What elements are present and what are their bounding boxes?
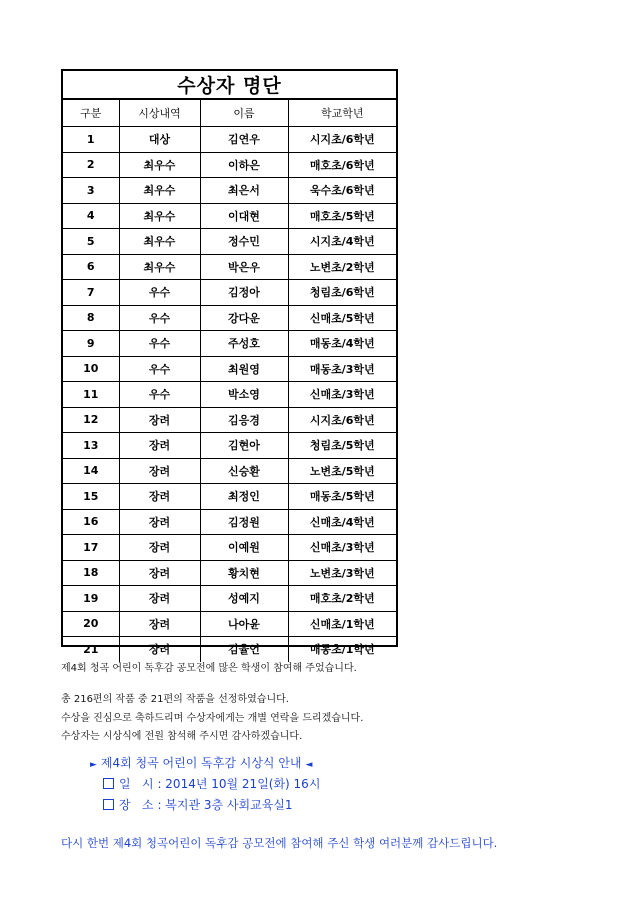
- table-row: [63, 229, 396, 255]
- cell-name: 나아윤: [200, 611, 288, 637]
- cell-name: 김현아: [200, 433, 288, 459]
- table-row: [63, 178, 396, 204]
- ceremony-place-text: 장 소 : 복지관 3층 사회교육실1: [119, 798, 293, 812]
- cell-number: 17: [63, 535, 119, 561]
- note-congrats: 수상을 진심으로 축하드리며 수상자에게는 개별 연락을 드리겠습니다.: [61, 713, 364, 724]
- cell-number: 14: [63, 458, 119, 484]
- table-row: [63, 407, 396, 433]
- cell-award: 장려: [119, 458, 200, 484]
- cell-award: 우수: [119, 382, 200, 408]
- cell-name: 정수민: [200, 229, 288, 255]
- cell-award: 장려: [119, 484, 200, 510]
- cell-number: 19: [63, 586, 119, 612]
- table-row: [63, 280, 396, 306]
- note-selection: 총 216편의 작품 중 21편의 작품을 선정하였습니다.: [61, 694, 289, 705]
- cell-name: 박은우: [200, 254, 288, 280]
- cell-award: 장려: [119, 586, 200, 612]
- cell-number: 20: [63, 611, 119, 637]
- cell-name: 성예지: [200, 586, 288, 612]
- cell-school-grade: 신매초/3학년: [288, 535, 396, 561]
- cell-school-grade: 청림초/6학년: [288, 280, 396, 306]
- table-row: [63, 509, 396, 535]
- cell-number: 9: [63, 331, 119, 357]
- table-row: [63, 586, 396, 612]
- header-award: 시상내역: [119, 100, 200, 127]
- table-row: [63, 535, 396, 561]
- note-participation: 제4회 청곡 어린이 독후감 공모전에 많은 학생이 참여해 주었습니다.: [61, 663, 357, 674]
- cell-award: 장려: [119, 407, 200, 433]
- table-row: [63, 382, 396, 408]
- cell-name: 이대현: [200, 203, 288, 229]
- ceremony-date: [103, 775, 320, 792]
- cell-award: 우수: [119, 356, 200, 382]
- cell-school-grade: 시지초/4학년: [288, 229, 396, 255]
- cell-name: 강다운: [200, 305, 288, 331]
- cell-school-grade: 매호초/2학년: [288, 586, 396, 612]
- table-row: [63, 433, 396, 459]
- checkbox-square-icon: [103, 778, 114, 789]
- cell-name: 이하은: [200, 152, 288, 178]
- ceremony-heading-text: 제4회 청곡 어린이 독후감 시상식 안내: [100, 756, 302, 770]
- cell-number: 8: [63, 305, 119, 331]
- table-row: [63, 331, 396, 357]
- closing-message: 다시 한번 제4회 청곡어린이 독후감 공모전에 참여해 주신 학생 여러분께 감사드립니다.: [61, 836, 498, 850]
- cell-award: 장려: [119, 560, 200, 586]
- cell-number: 15: [63, 484, 119, 510]
- cell-school-grade: 신매초/3학년: [288, 382, 396, 408]
- table-row: [63, 637, 396, 662]
- cell-school-grade: 신매초/1학년: [288, 611, 396, 637]
- checkbox-square-icon: [103, 799, 114, 810]
- cell-school-grade: 노변초/5학년: [288, 458, 396, 484]
- cell-school-grade: 노변초/3학년: [288, 560, 396, 586]
- cell-award: 최우수: [119, 178, 200, 204]
- table-row: [63, 152, 396, 178]
- cell-name: 황치현: [200, 560, 288, 586]
- cell-name: 김정아: [200, 280, 288, 306]
- cell-name: 김응경: [200, 407, 288, 433]
- cell-name: 신승환: [200, 458, 288, 484]
- cell-number: 3: [63, 178, 119, 204]
- cell-school-grade: 신매초/5학년: [288, 305, 396, 331]
- cell-award: 최우수: [119, 254, 200, 280]
- cell-award: 대상: [119, 127, 200, 153]
- cell-school-grade: 매동초/5학년: [288, 484, 396, 510]
- ceremony-heading: [86, 754, 316, 771]
- cell-name: 김정원: [200, 509, 288, 535]
- cell-name: 김연우: [200, 127, 288, 153]
- cell-school-grade: 청림초/5학년: [288, 433, 396, 459]
- cell-number: 18: [63, 560, 119, 586]
- cell-number: 7: [63, 280, 119, 306]
- cell-number: 11: [63, 382, 119, 408]
- header-name: 이름: [200, 100, 288, 127]
- cell-number: 12: [63, 407, 119, 433]
- cell-award: 우수: [119, 280, 200, 306]
- cell-award: 우수: [119, 331, 200, 357]
- ceremony-place: [103, 796, 293, 813]
- cell-award: 장려: [119, 611, 200, 637]
- cell-award: 장려: [119, 509, 200, 535]
- cell-name: 김율언: [200, 637, 288, 662]
- cell-school-grade: 매호초/5학년: [288, 203, 396, 229]
- winners-table-frame: [61, 69, 398, 657]
- cell-award: 우수: [119, 305, 200, 331]
- arrow-right-icon: ►: [90, 760, 97, 770]
- table-row: [63, 356, 396, 382]
- cell-award: 장려: [119, 535, 200, 561]
- cell-number: 1: [63, 127, 119, 153]
- cell-school-grade: 신매초/4학년: [288, 509, 396, 535]
- cell-school-grade: 매동초/1학년: [288, 637, 396, 662]
- table-body: [63, 127, 396, 662]
- cell-number: 4: [63, 203, 119, 229]
- cell-school-grade: 매호초/6학년: [288, 152, 396, 178]
- cell-award: 최우수: [119, 152, 200, 178]
- cell-name: 박소영: [200, 382, 288, 408]
- cell-award: 장려: [119, 433, 200, 459]
- cell-name: 이예원: [200, 535, 288, 561]
- table-header-row: [63, 100, 396, 127]
- cell-award: 최우수: [119, 229, 200, 255]
- cell-school-grade: 시지초/6학년: [288, 407, 396, 433]
- cell-number: 6: [63, 254, 119, 280]
- cell-school-grade: 노변초/2학년: [288, 254, 396, 280]
- cell-number: 13: [63, 433, 119, 459]
- cell-number: 16: [63, 509, 119, 535]
- winners-table: [63, 100, 396, 662]
- cell-award: 장려: [119, 637, 200, 662]
- table-row: [63, 254, 396, 280]
- cell-number: 10: [63, 356, 119, 382]
- cell-name: 최원영: [200, 356, 288, 382]
- table-row: [63, 305, 396, 331]
- cell-name: 최은서: [200, 178, 288, 204]
- header-school-grade: 학교학년: [288, 100, 396, 127]
- cell-school-grade: 매동초/3학년: [288, 356, 396, 382]
- cell-number: 21: [63, 637, 119, 662]
- cell-number: 2: [63, 152, 119, 178]
- table-row: [63, 127, 396, 153]
- note-attendance: 수상자는 시상식에 전원 참석해 주시면 감사하겠습니다.: [61, 731, 303, 742]
- table-row: [63, 560, 396, 586]
- cell-name: 최정인: [200, 484, 288, 510]
- cell-school-grade: 욱수초/6학년: [288, 178, 396, 204]
- table-row: [63, 203, 396, 229]
- table-row: [63, 611, 396, 637]
- cell-school-grade: 매동초/4학년: [288, 331, 396, 357]
- cell-school-grade: 시지초/6학년: [288, 127, 396, 153]
- table-row: [63, 458, 396, 484]
- table-row: [63, 484, 396, 510]
- table-title: 수상자 명단: [63, 71, 396, 100]
- header-number: 구분: [63, 100, 119, 127]
- arrow-left-icon: ◄: [305, 760, 313, 770]
- cell-number: 5: [63, 229, 119, 255]
- cell-name: 주성호: [200, 331, 288, 357]
- ceremony-date-text: 일 시 : 2014년 10월 21일(화) 16시: [119, 777, 321, 791]
- cell-award: 최우수: [119, 203, 200, 229]
